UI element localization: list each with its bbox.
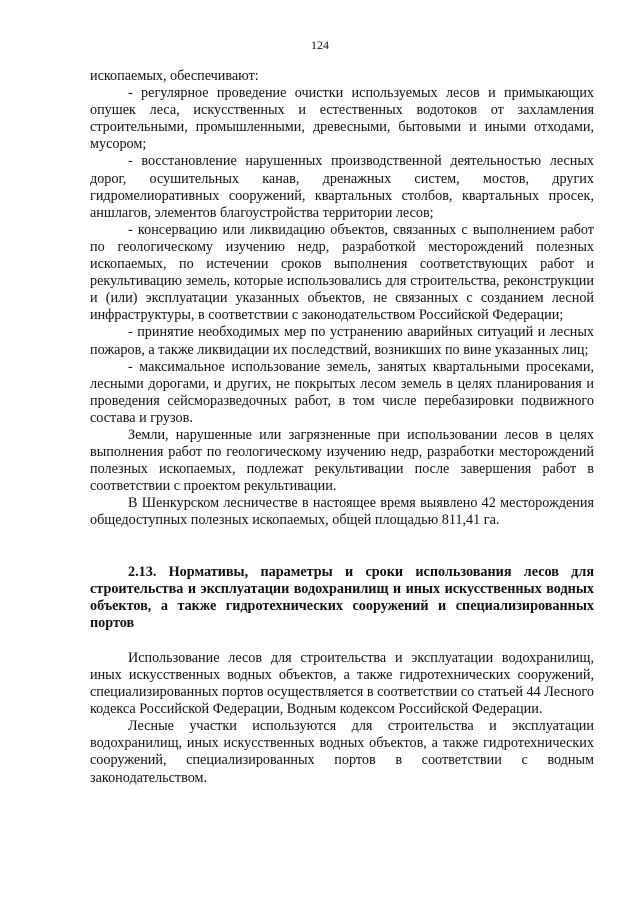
paragraph-continuation: ископаемых, обеспечивают: <box>90 68 259 84</box>
page-number: 124 <box>311 38 329 52</box>
list-item-conservation: - консервацию или ликвидацию объектов, связанных с выполнением работ по геологическому изучению недр, разработкой месторождений полезных ископаемых, по истечении сроков выполнения соответствующих работ и рекультивацию земель, которые использовались для строительства, реконструкции и (или) эксплуатации указанных объектов, не связанных с созданием лесной инфраструктуры, в соответствии с законодательством Российской Федерации; <box>90 221 594 324</box>
section-heading: 2.13. Нормативы, параметры и сроки использования лесов для строительства и эксплуатации водохранилищ и иных искусственных водных объектов, а также гидротехнических сооружений и специализированных портов <box>90 563 594 631</box>
list-item-emergency: - принятие необходимых мер по устранению аварийных ситуаций и лесных пожаров, а также ликвидации их последствий, возникших по вине указанных лиц; <box>90 324 594 358</box>
list-item-land-use: - максимальное использование земель, занятых квартальными просеками, лесными дорогами, и других, не покрытых лесом земель в целях планирования и проведения сейсморазведочных работ, в том числе перебазировки подвижного состава и грузов. <box>90 358 594 426</box>
list-item-restoration: - восстановление нарушенных производственной деятельностью лесных дорог, осушительных канав, дренажных систем, мостов, других гидромелиоративных сооружений, квартальных столбов, квартальных просек, аншлагов, элементов благоустройства территории лесов; <box>90 153 594 221</box>
list-item-cleaning: - регулярное проведение очистки используемых лесов и примыкающих опушек леса, искусственных и естественных водотоков от захламления строительными, промышленными, древесными, бытовыми и иными отходами, мусором; <box>90 85 594 153</box>
paragraph-deposits: В Шенкурском лесничестве в настоящее время выявлено 42 месторождения общедоступных полезных ископаемых, общей площадью 811,41 га. <box>90 495 594 529</box>
section-paragraph-usage: Использование лесов для строительства и эксплуатации водохранилищ, иных искусственных водных объектов, а также гидротехнических сооружений, специализированных портов осуществляется в соответствии со статьей 44 Лесного кодекса Российской Федерации, Водным кодексом Российской Федерации. <box>90 649 594 718</box>
document-body <box>90 68 594 787</box>
paragraph-recultivation: Земли, нарушенные или загрязненные при использовании лесов в целях выполнения работ по геологическому изучению недр, разработки месторождений полезных ископаемых, подлежат рекультивации после завершения работ в соответствии с проектом рекультивации. <box>90 426 594 495</box>
section-paragraph-plots: Лесные участки используются для строительства и эксплуатации водохранилищ, иных искусственных водных объектов, а также гидротехнических сооружений, специализированных портов в соответствии с водным законодательством. <box>90 718 594 786</box>
